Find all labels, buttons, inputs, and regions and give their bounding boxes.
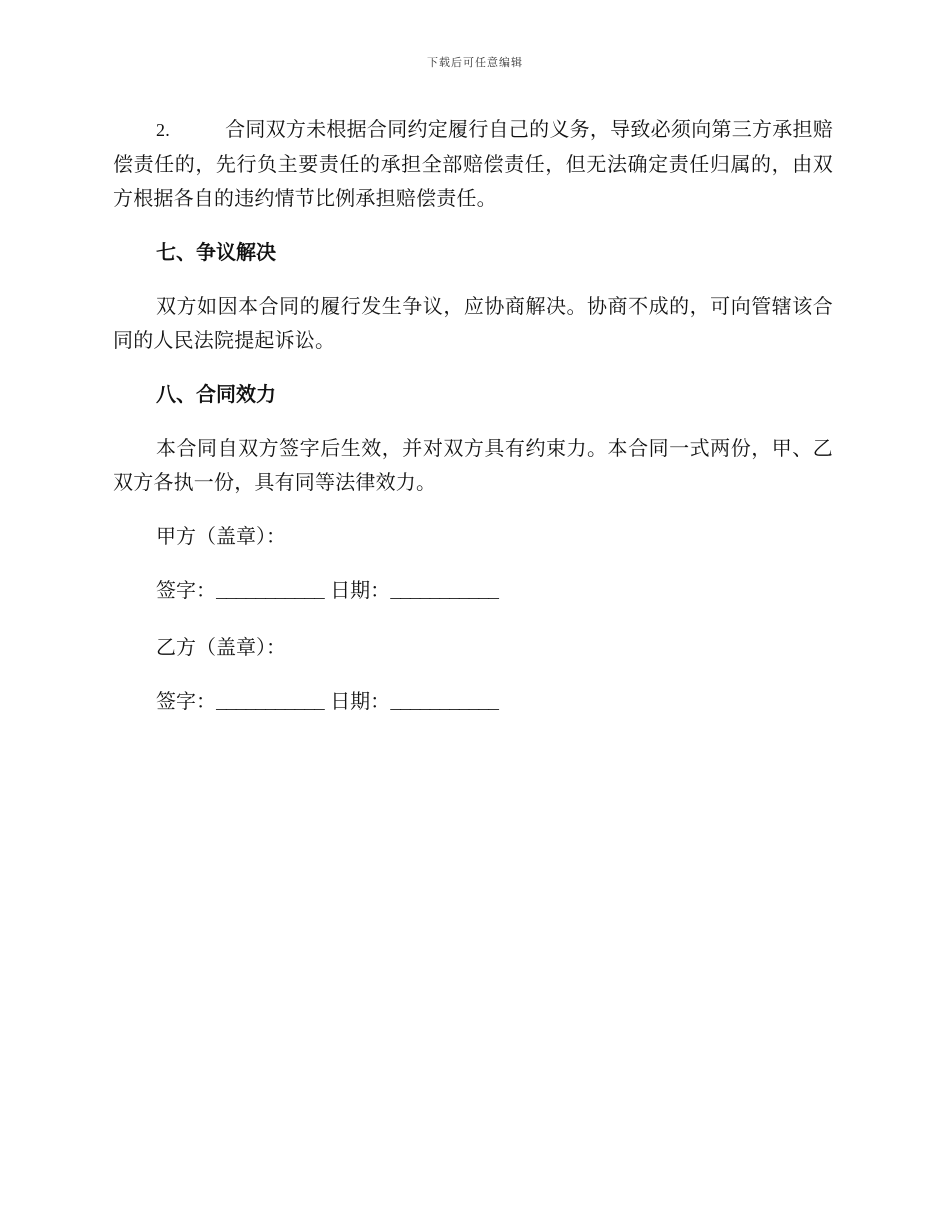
date-blank[interactable]: ___________ — [390, 583, 499, 603]
party-a-signature-line — [113, 573, 833, 610]
party-b-signature-line — [113, 684, 833, 721]
date-label: 日期： — [330, 578, 391, 602]
clause-2 — [113, 112, 833, 215]
section-7-title: 七、争议解决 — [156, 240, 276, 264]
party-b-label: 乙方（盖章）： — [156, 635, 286, 659]
date-label: 日期： — [330, 689, 391, 713]
section-8-title: 八、合同效力 — [156, 382, 276, 406]
clause-2-text: 合同双方未根据合同约定履行自己的义务，导致必须向第三方承担赔偿责任的，先行负主要责任的承担全部赔偿责任，但无法确定责任归属的，由双方根据各自的违约情节比例承担赔偿责任。 — [113, 117, 833, 210]
section-7-body: 双方如因本合同的履行发生争议，应协商解决。协商不成的，可向管辖该合同的人民法院提起诉讼。 — [113, 294, 833, 352]
sign-blank[interactable]: ___________ — [216, 583, 324, 603]
sign-blank[interactable]: ___________ — [216, 694, 324, 714]
clause-number: 2. — [156, 120, 170, 140]
section-8-body: 本合同自双方签字后生效，并对双方具有约束力。本合同一式两份，甲、乙双方各执一份，具有同等法律效力。 — [113, 436, 833, 494]
party-a-label: 甲方（盖章）： — [156, 524, 286, 548]
sign-label: 签字： — [156, 689, 216, 713]
sign-label: 签字： — [156, 578, 216, 602]
page-header: 下载后可任意编辑 — [427, 56, 523, 69]
date-blank[interactable]: ___________ — [390, 694, 499, 714]
document-body — [113, 112, 833, 741]
